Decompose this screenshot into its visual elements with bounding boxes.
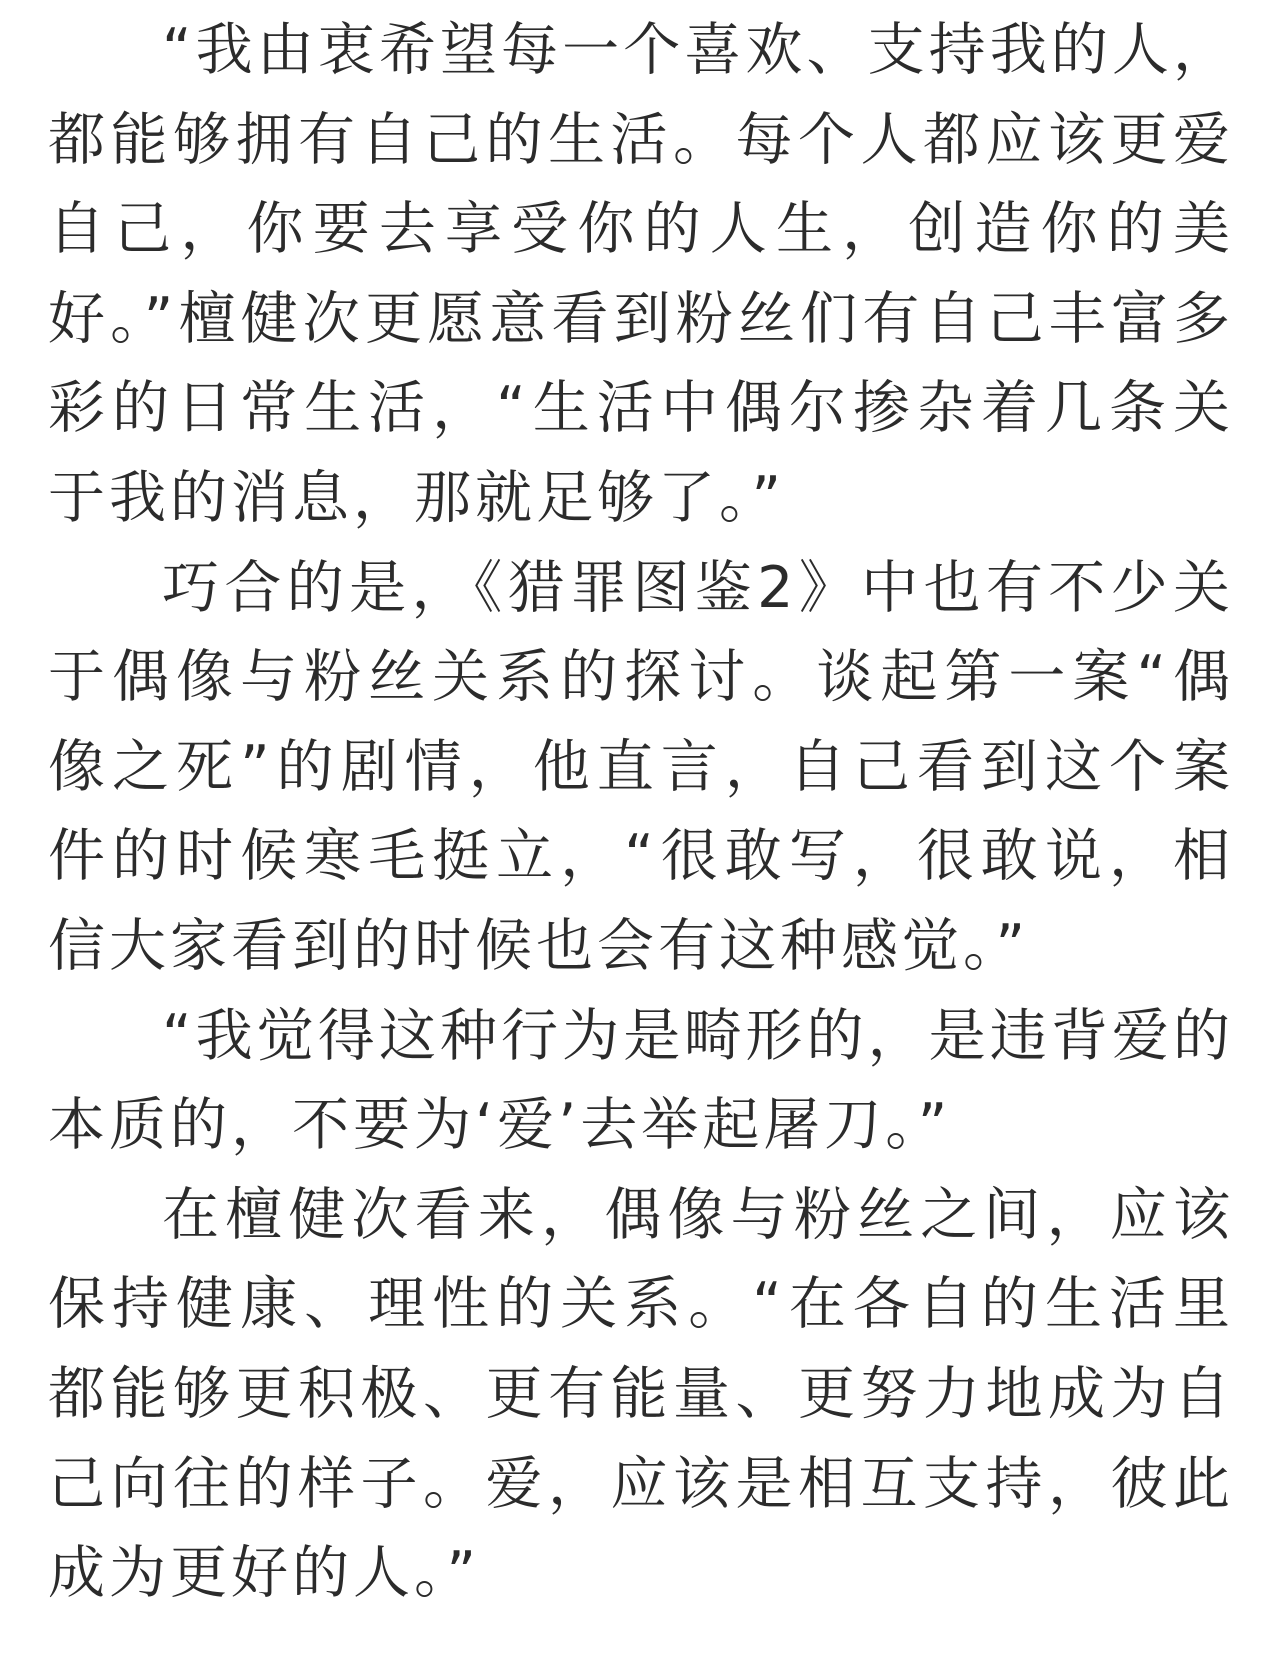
paragraph-2: 巧合的是，《猎罪图鉴2》中也有不少关于偶像与粉丝关系的探讨。谈起第一案“偶像之死”的剧情，他直言，自己看到这个案件的时候寒毛挺立，“很敢写，很敢说，相信大家看到的时候也会有这种感觉。” — [48, 554, 1234, 979]
article-body — [48, 0, 1234, 1619]
paragraph-3: “我觉得这种行为是畸形的，是违背爱的本质的，不要为‘爱’去举起屠刀。” — [48, 1002, 1234, 1159]
paragraph-4: 在檀健次看来，偶像与粉丝之间，应该保持健康、理性的关系。“在各自的生活里都能够更积极、更有能量、更努力地成为自己向往的样子。爱，应该是相互支持，彼此成为更好的人。” — [48, 1181, 1234, 1607]
paragraph-1: “我由衷希望每一个喜欢、支持我的人，都能够拥有自己的生活。每个人都应该更爱自己，你要去享受你的人生，创造你的美好。”檀健次更愿意看到粉丝们有自己丰富多彩的日常生活，“生活中偶尔掺杂着几条关于我的消息，那就足够了。” — [48, 17, 1234, 531]
